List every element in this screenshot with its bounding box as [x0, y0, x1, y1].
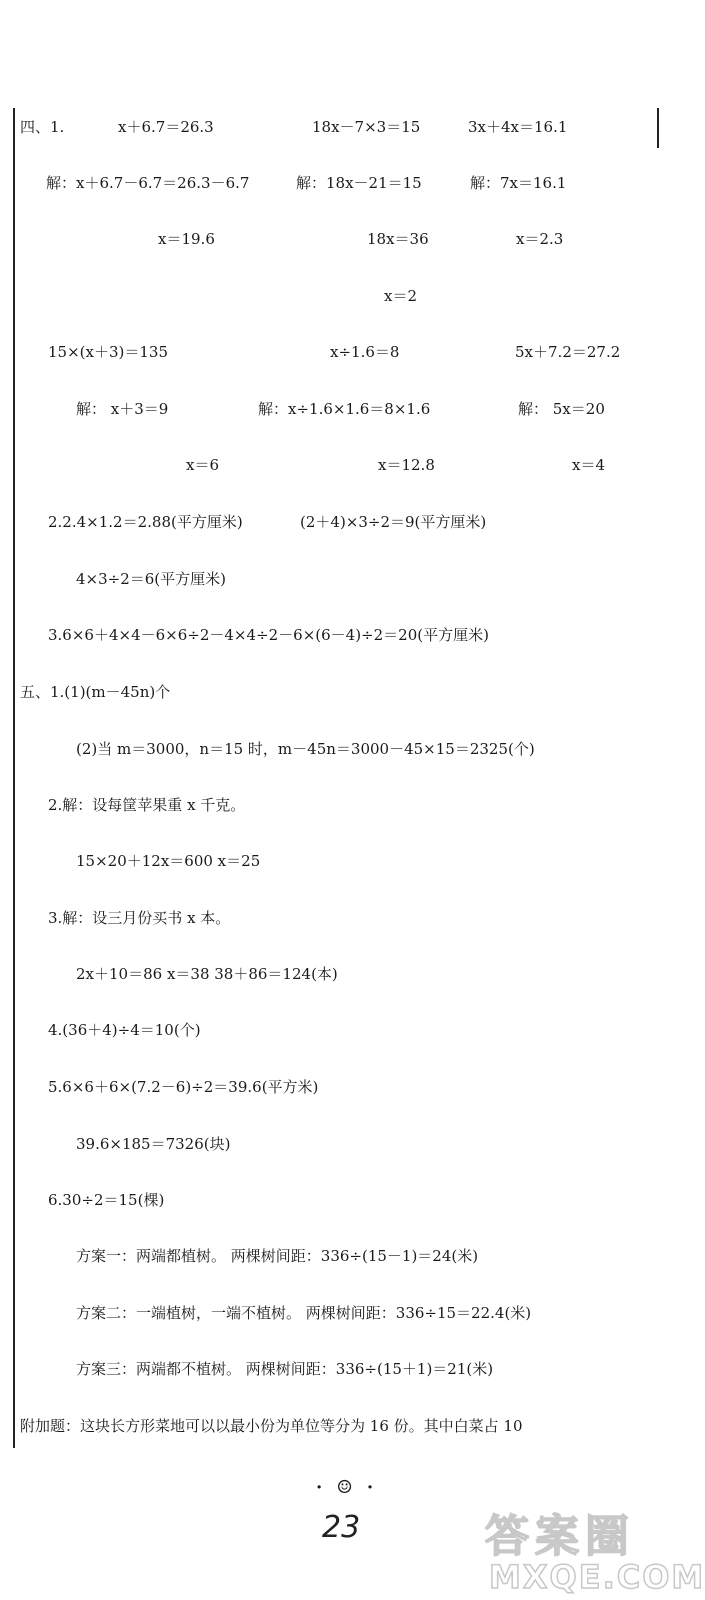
solution-1-step-1: 解：x＋6.7－6.7＝26.3－6.7	[46, 174, 250, 192]
solution-6-step-2: x＝4	[572, 456, 606, 474]
solution-3-step-2: x＝2.3	[516, 230, 564, 248]
watermark	[485, 1500, 705, 1596]
watermark-logo-text: 答案圈	[485, 1511, 635, 1562]
question-2-part-c: 4×3÷2＝6(平方厘米)	[76, 570, 227, 588]
section-5-question-4: 4.(36＋4)÷4＝10(个)	[48, 1021, 201, 1039]
equation-2: 18x－7×3＝15	[312, 118, 421, 136]
handwritten-page-number: 23	[322, 1510, 361, 1545]
watermark-url: MXQE.COM	[489, 1558, 705, 1596]
section-5-question-1-part-2: (2)当 m＝3000，n＝15 时，m－45n＝3000－45×15＝2325(个)	[76, 740, 535, 758]
section-5-question-3-setup: 3.解：设三月份买书 x 本。	[48, 909, 231, 927]
equation-3: 3x＋4x＝16.1	[468, 118, 568, 136]
question-3: 3.6×6＋4×4－6×6÷2－4×4÷2－6×(6－4)÷2＝20(平方厘米)	[48, 626, 489, 644]
solution-2-step-2: 18x＝36	[367, 230, 429, 248]
plan-3: 方案三：两端都不植树。 两棵树间距：336÷(15＋1)＝21(米)	[76, 1360, 494, 1378]
equation-5: x÷1.6＝8	[330, 343, 400, 361]
solution-1-step-2: x＝19.6	[158, 230, 215, 248]
solution-5-step-1: 解：x÷1.6×1.6＝8×1.6	[258, 400, 431, 418]
solution-4-step-2: x＝6	[186, 456, 220, 474]
solution-6-step-1: 解： 5x＝20	[518, 400, 605, 418]
plan-2: 方案二：一端植树，一端不植树。 两棵树间距：336÷15＝22.4(米)	[76, 1304, 532, 1322]
equation-1: x＋6.7＝26.3	[118, 118, 214, 136]
section-4-label: 四、1.	[20, 118, 65, 136]
plan-1: 方案一：两端都植树。 两棵树间距：336÷(15－1)＝24(米)	[76, 1247, 479, 1265]
section-5-question-2-equation: 15×20＋12x＝600 x＝25	[76, 852, 261, 870]
section-5-question-6: 6.30÷2＝15(棵)	[48, 1191, 165, 1209]
right-margin-rule	[657, 108, 659, 148]
section-5-question-5-part-b: 39.6×185＝7326(块)	[76, 1135, 231, 1153]
question-2-part-a: 2.2.4×1.2＝2.88(平方厘米)	[48, 513, 243, 531]
solution-2-step-3: x＝2	[384, 287, 418, 305]
section-5-question-2-setup: 2.解：设每筐苹果重 x 千克。	[48, 796, 246, 814]
solution-3-step-1: 解：7x＝16.1	[470, 174, 567, 192]
solution-2-step-1: 解：18x－21＝15	[296, 174, 422, 192]
page-ornament: · ☺ ·	[316, 1477, 378, 1498]
solution-5-step-2: x＝12.8	[378, 456, 435, 474]
section-5-question-3-equation: 2x＋10＝86 x＝38 38＋86＝124(本)	[76, 965, 338, 983]
question-2-part-b: (2＋4)×3÷2＝9(平方厘米)	[300, 513, 487, 531]
equation-4: 15×(x＋3)＝135	[48, 343, 168, 361]
left-margin-rule	[13, 108, 15, 1448]
bonus-question: 附加题：这块长方形菜地可以以最小份为单位等分为 16 份。其中白菜占 10	[20, 1417, 523, 1435]
section-5-question-1-part-1: 五、1.(1)(m－45n)个	[20, 683, 171, 701]
equation-6: 5x＋7.2＝27.2	[515, 343, 621, 361]
solution-4-step-1: 解： x＋3＝9	[76, 400, 169, 418]
section-5-question-5-part-a: 5.6×6＋6×(7.2－6)÷2＝39.6(平方米)	[48, 1078, 319, 1096]
